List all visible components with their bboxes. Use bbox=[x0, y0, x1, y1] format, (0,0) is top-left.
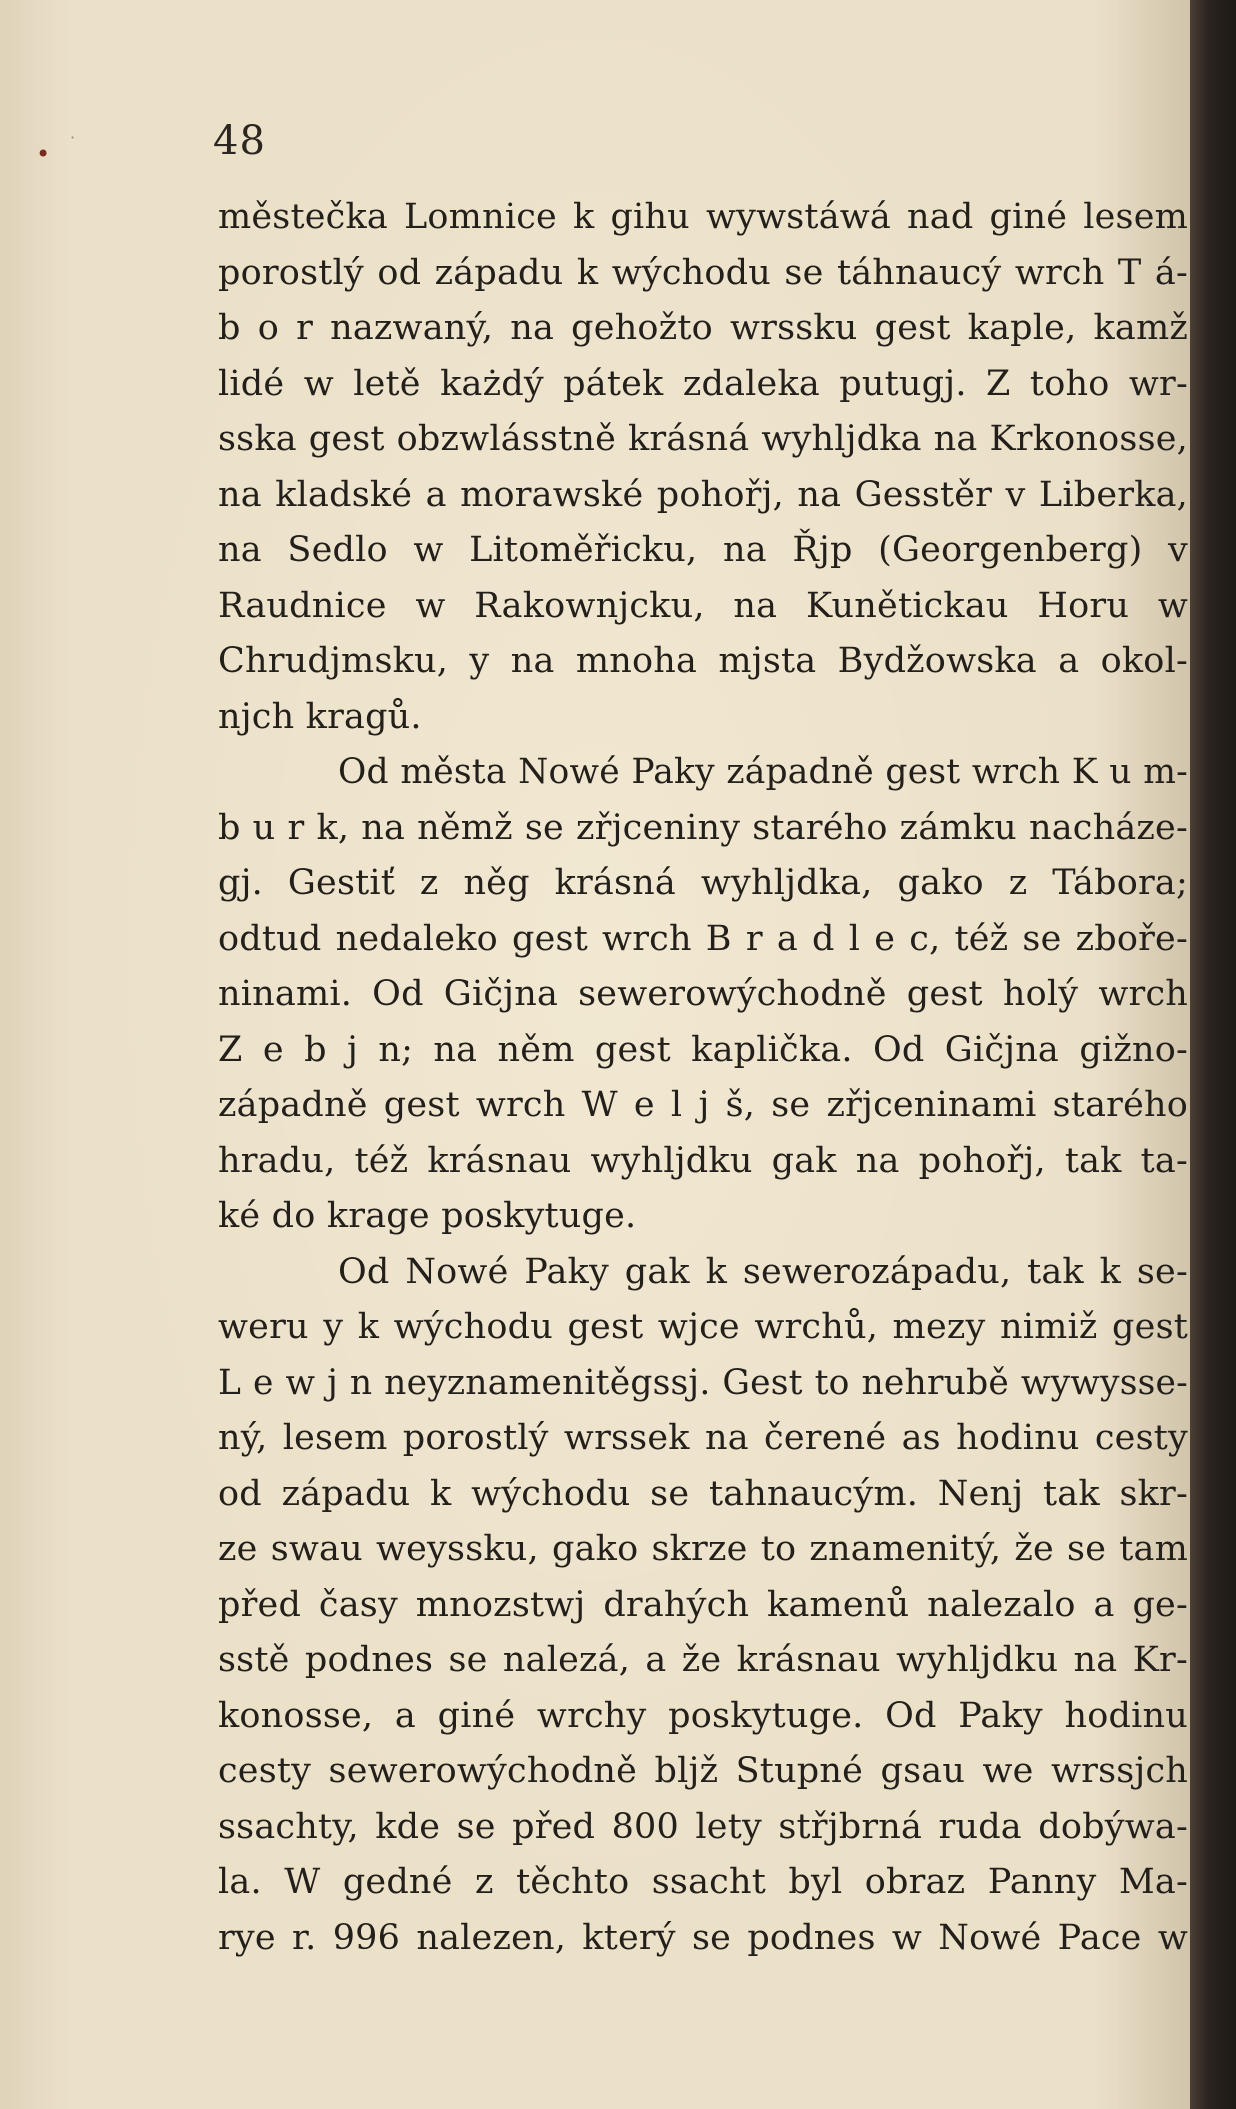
text-line: gj. Gestiť z něg krásná wyhljdka, gako z Tábora; bbox=[218, 863, 1188, 903]
text-line: Od města Nowé Paky západně gest wrch K u m- bbox=[338, 752, 1188, 792]
text-line: západně gest wrch W e l j š, se zřjceninami starého bbox=[218, 1085, 1188, 1125]
text-line: la. W gedné z těchto ssacht byl obraz Panny Ma- bbox=[218, 1862, 1188, 1902]
text-line: konosse, a giné wrchy poskytuge. Od Paky hodinu bbox=[218, 1695, 1188, 1736]
text-line: Z e b j n; na něm gest kaplička. Od Gičjna gižno- bbox=[218, 1029, 1188, 1070]
text-line: ké do krage poskytuge. bbox=[218, 1196, 637, 1236]
page-number: 48 bbox=[213, 118, 266, 164]
ink-mark-icon: • bbox=[36, 140, 51, 168]
text-line: od západu k wýchodu se tahnaucým. Nenj tak skr- bbox=[218, 1473, 1188, 1514]
text-line: ninami. Od Gičjna sewerowýchodně gest holý wrch bbox=[218, 974, 1188, 1014]
text-line: porostlý od západu k wýchodu se táhnaucý wrch T á- bbox=[218, 252, 1188, 293]
text-line: městečka Lomnice k gihu wywstáwá nad giné lesem bbox=[218, 197, 1188, 237]
page-text bbox=[218, 190, 1188, 1966]
text-line: na kladské a morawské pohořj, na Gesstěr v Liberka, bbox=[218, 474, 1188, 515]
text-line: ný, lesem porostlý wrssek na čerené as hodinu cesty bbox=[218, 1418, 1188, 1458]
text-line: Od Nowé Paky gak k sewerozápadu, tak k se- bbox=[338, 1251, 1188, 1292]
text-line: cesty sewerowýchodně bljž Stupné gsau we wrssjch bbox=[218, 1751, 1188, 1791]
text-line: b u r k, na němž se zřjceniny starého zámku nacháze- bbox=[218, 807, 1188, 848]
ink-mark-icon: · bbox=[70, 128, 76, 147]
book-spine-edge bbox=[1190, 0, 1236, 2109]
text-line: před časy mnozstwj drahých kamenů nalezalo a ge- bbox=[218, 1584, 1188, 1625]
text-line: L e w j n neyznamenitěgssj. Gest to nehrubě wywysse- bbox=[218, 1362, 1188, 1403]
text-line: weru y k wýchodu gest wjce wrchů, mezy nimiž gest bbox=[218, 1307, 1188, 1347]
text-line: ze swau weyssku, gako skrze to znamenitý, že se tam bbox=[218, 1529, 1188, 1569]
text-line: sska gest obzwlásstně krásná wyhljdka na Krkonosse, bbox=[218, 419, 1188, 459]
text-line: na Sedlo w Litoměřicku, na Řjp (Georgenberg) v bbox=[218, 530, 1188, 570]
text-line: rye r. 996 nalezen, který se podnes w Nowé Pace w bbox=[218, 1917, 1188, 1958]
text-line: njch kragů. bbox=[218, 696, 422, 737]
text-line: lidé w letě każdý pátek zdaleka putugj. Z toho wr- bbox=[218, 363, 1188, 404]
text-line: hradu, též krásnau wyhljdku gak na pohořj, tak ta- bbox=[218, 1140, 1188, 1181]
text-line: ssachty, kde se před 800 lety střjbrná ruda dobýwa- bbox=[218, 1806, 1188, 1847]
text-line: sstě podnes se nalezá, a že krásnau wyhljdku na Kr- bbox=[218, 1640, 1188, 1680]
text-line: odtud nedaleko gest wrch B r a d l e c, též se zboře- bbox=[218, 918, 1188, 959]
text-line: Raudnice w Rakownjcku, na Kunětickau Horu w bbox=[218, 585, 1188, 626]
text-line: b o r nazwaný, na gehožto wrssku gest kaple, kamž bbox=[218, 308, 1188, 348]
text-line: Chrudjmsku, y na mnoha mjsta Bydžowska a okol- bbox=[218, 641, 1188, 681]
